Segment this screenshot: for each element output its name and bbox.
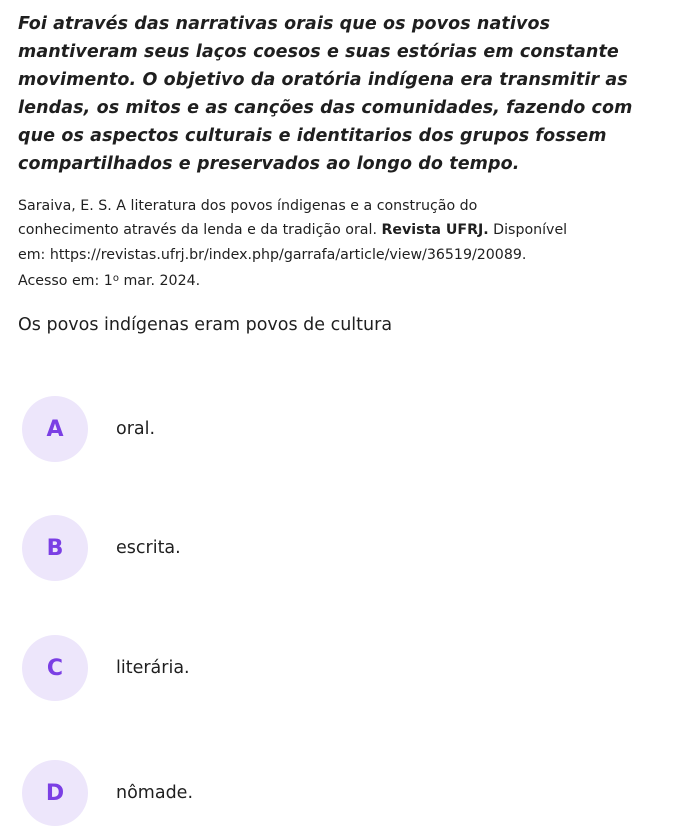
option-a[interactable] (22, 396, 155, 462)
quote-line: que os aspectos culturais e identitarios dos grupos fossem (18, 126, 607, 146)
citation (18, 194, 668, 293)
option-b[interactable] (22, 515, 181, 581)
ordinal-superscript: o (112, 272, 119, 284)
quote-line: lendas, os mitos e as canções das comunidades, fazendo com (18, 98, 633, 118)
option-letter-badge[interactable]: A (22, 396, 88, 462)
citation-text: Disponível (488, 222, 568, 239)
option-letter-badge[interactable]: D (22, 760, 88, 826)
journal-name: Revista UFRJ. (381, 222, 489, 239)
citation-line (18, 267, 668, 293)
question-prompt: Os povos indígenas eram povos de cultura (18, 315, 393, 335)
citation-text: Acesso em: 1 (18, 272, 113, 289)
citation-line (18, 218, 668, 242)
option-text[interactable]: oral. (116, 419, 156, 439)
option-d[interactable] (22, 760, 193, 826)
citation-line: em: https://revistas.ufrj.br/index.php/garrafa/article/view/36519/20089. (18, 246, 527, 263)
option-text[interactable]: escrita. (116, 538, 181, 558)
option-letter-badge[interactable]: B (22, 515, 88, 581)
quote-line: mantiveram seus laços coesos e suas estórias em constante (18, 42, 619, 62)
quote-line: compartilhados e preservados ao longo do tempo. (18, 154, 520, 174)
option-text[interactable]: literária. (116, 658, 190, 678)
option-letter-badge[interactable]: C (22, 635, 88, 701)
quote-text (18, 10, 668, 178)
quote-line: Foi através das narrativas orais que os povos nativos (18, 14, 551, 34)
citation-text: mar. 2024. (118, 272, 201, 289)
quote-line: movimento. O objetivo da oratória indígena era transmitir as (18, 70, 628, 90)
citation-line: Saraiva, E. S. A literatura dos povos índigenas e a construção do (18, 198, 478, 214)
citation-text: conhecimento através da lenda e da tradição oral. (18, 222, 382, 239)
option-text[interactable]: nômade. (116, 783, 194, 803)
option-c[interactable] (22, 635, 190, 701)
